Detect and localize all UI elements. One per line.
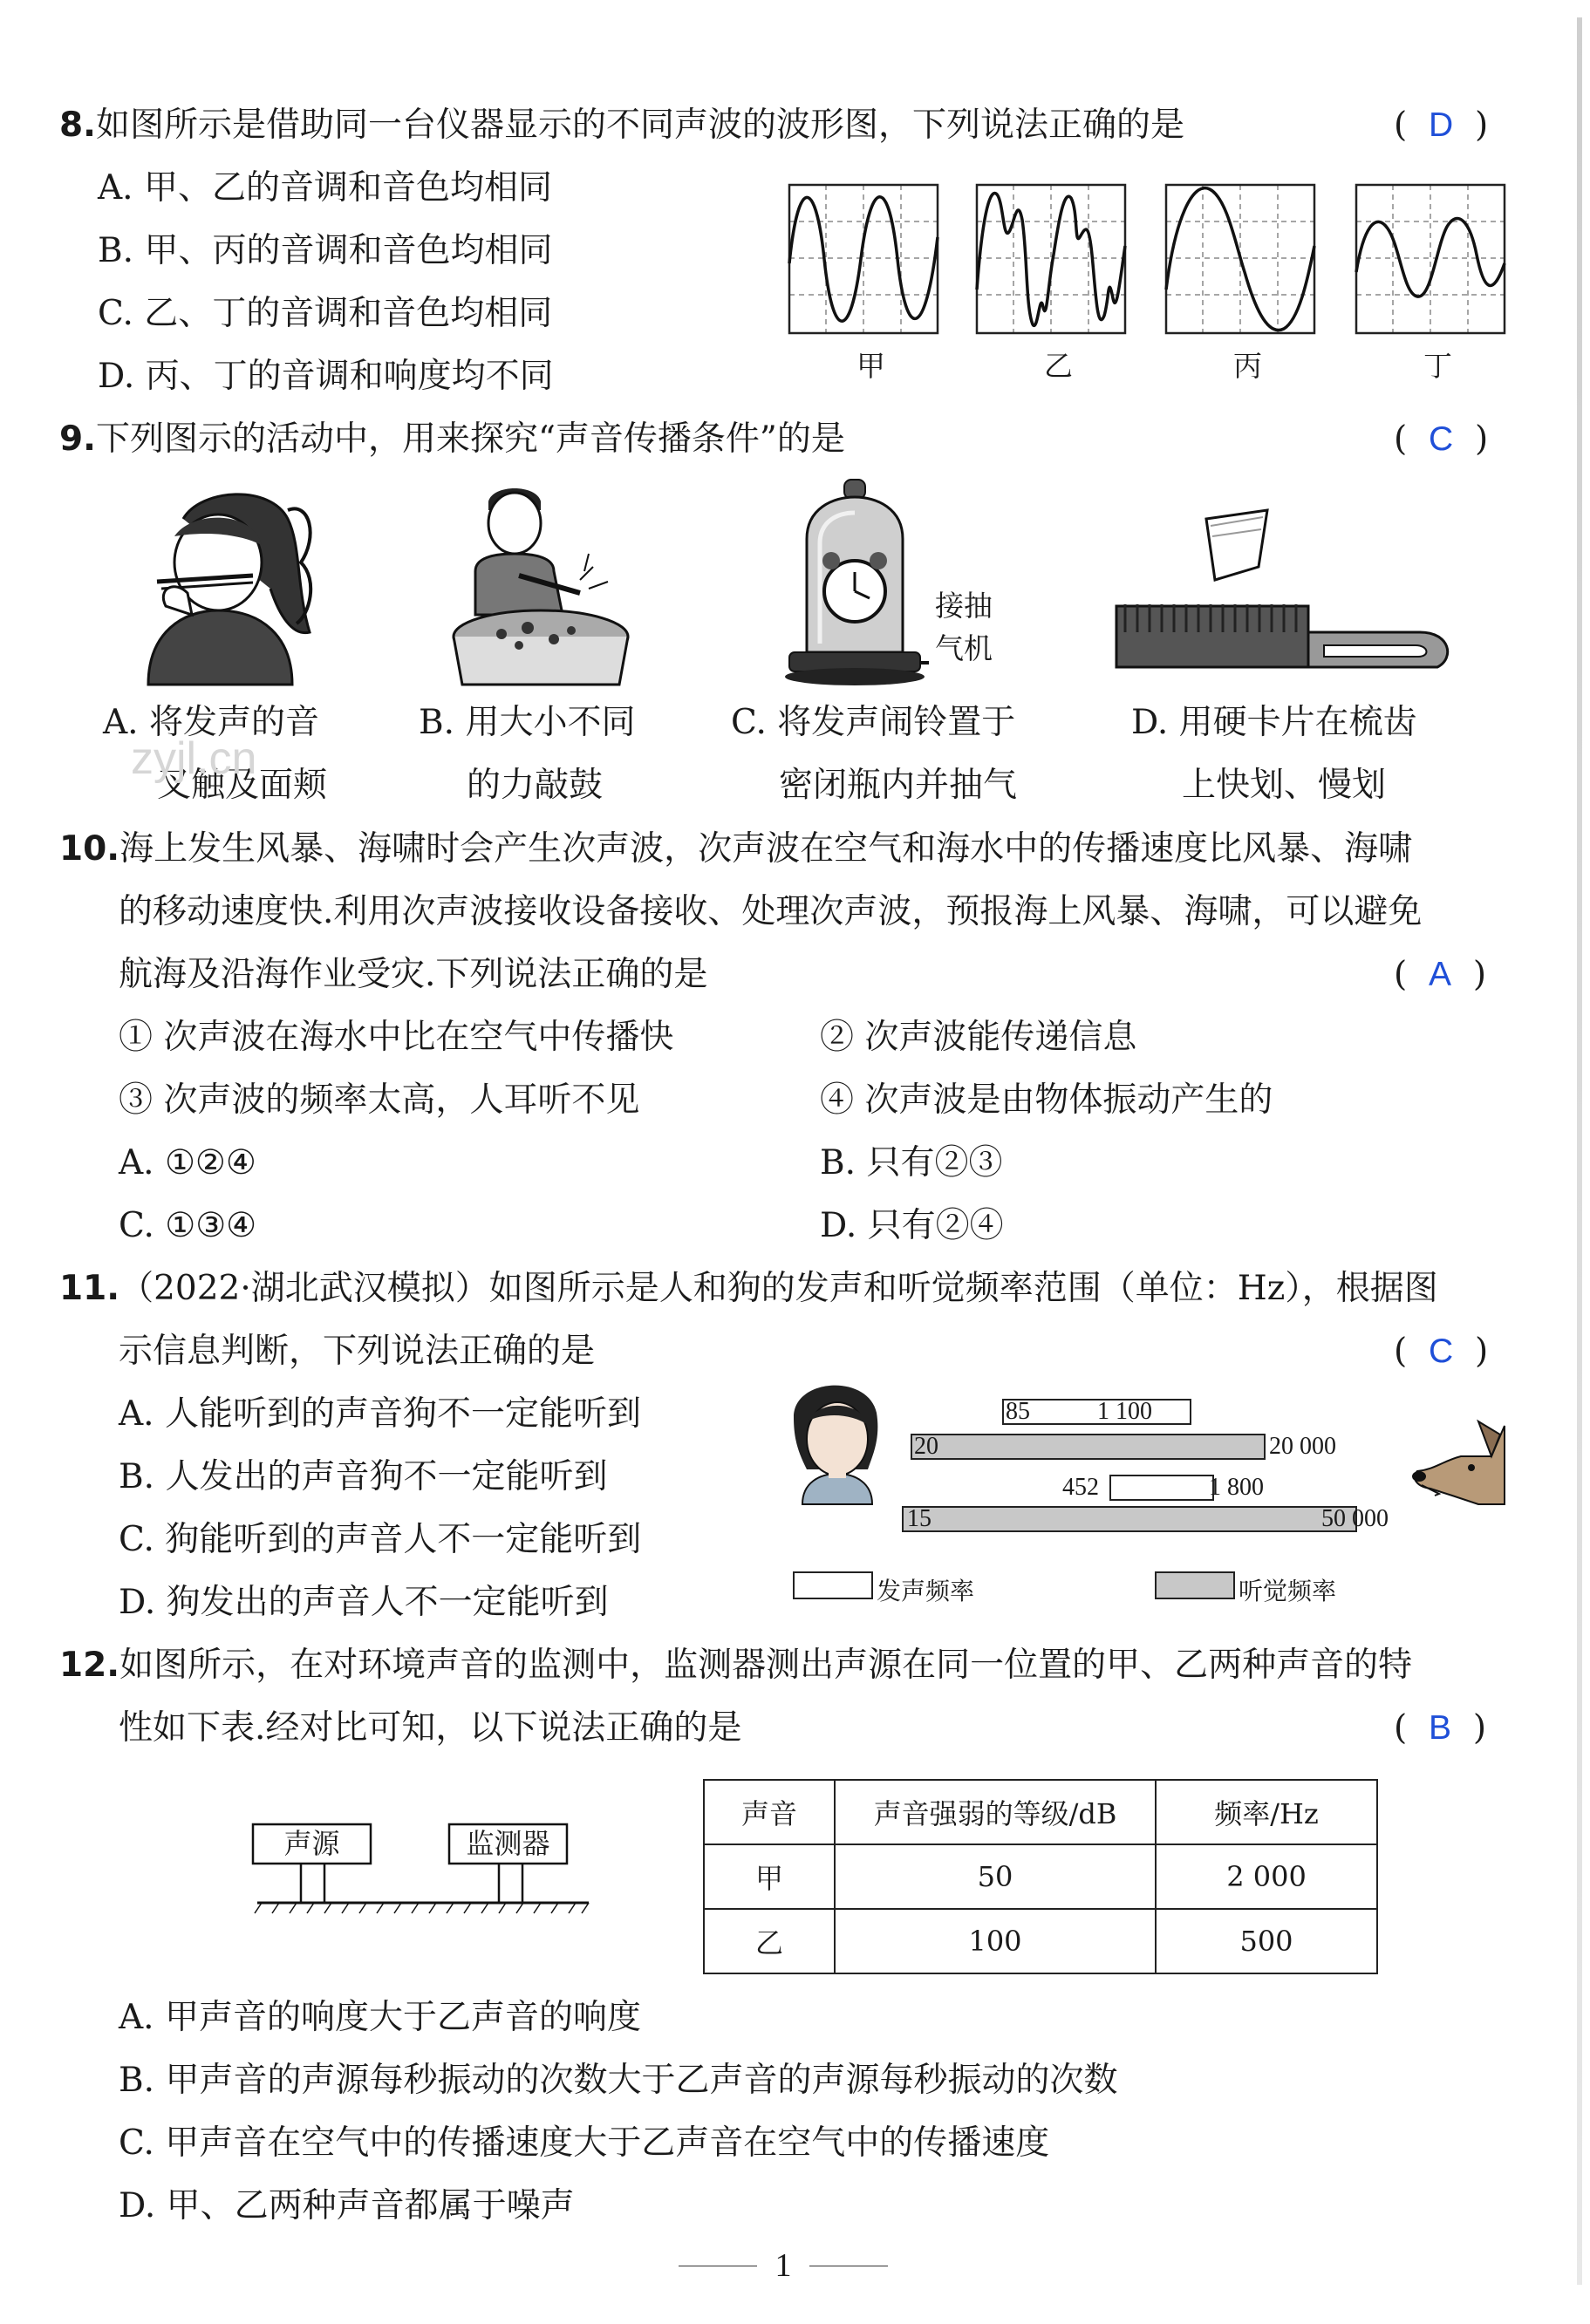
q11-option-a: A. 人能听到的声音狗不一定能听到 bbox=[119, 1394, 641, 1434]
dog-hearing-high: 50 000 bbox=[1321, 1505, 1389, 1532]
q9-answer: ( C ) bbox=[1394, 419, 1489, 459]
q11-answer: ( C ) bbox=[1394, 1332, 1489, 1371]
source-label: 声源 bbox=[283, 1827, 340, 1860]
dog-hearing-low: 15 bbox=[907, 1505, 931, 1532]
table-cell: 100 bbox=[835, 1909, 1156, 1973]
q8-stem bbox=[59, 105, 1184, 147]
table-header-row bbox=[704, 1780, 1377, 1844]
table-header-cell: 声音强弱的等级/dB bbox=[835, 1780, 1156, 1844]
table-row bbox=[704, 1844, 1377, 1909]
q9-picture-d bbox=[1115, 510, 1464, 685]
wave-label-ding: 丁 bbox=[1423, 349, 1452, 383]
q8-number: 8. bbox=[59, 106, 96, 145]
q11-number: 11. bbox=[59, 1269, 120, 1308]
monitor-label: 监测器 bbox=[466, 1827, 550, 1860]
q12-option-c: C. 甲声音在空气中的传播速度大于乙声音在空气中的传播速度 bbox=[119, 2123, 1050, 2163]
q8-option-b: B. 甲、丙的音调和音色均相同 bbox=[98, 231, 553, 270]
legend-hearing-label: 听觉频率 bbox=[1239, 1578, 1337, 1605]
page-number: 1 bbox=[757, 2246, 809, 2285]
q9-picture-a bbox=[122, 484, 323, 685]
q11-option-c: C. 狗能听到的声音人不一定能听到 bbox=[119, 1520, 642, 1559]
q10-statement-1: ① 次声波在海水中比在空气中传播快 bbox=[119, 1018, 674, 1057]
q10-text-1: 海上发生风暴、海啸时会产生次声波，次声波在空气和海水中的传播速度比风暴、海啸 bbox=[119, 829, 1413, 869]
q12-number: 12. bbox=[59, 1646, 120, 1685]
dog-voice-high: 1 800 bbox=[1209, 1474, 1264, 1501]
q12-table bbox=[703, 1779, 1378, 1974]
q12-line-1 bbox=[59, 1645, 1412, 1687]
q9-pump-label-1: 接抽 bbox=[935, 589, 993, 623]
human-hearing-low: 20 bbox=[914, 1433, 938, 1460]
human-hearing-high: 20 000 bbox=[1269, 1433, 1336, 1460]
q12-option-b: B. 甲声音的声源每秒振动的次数大于乙声音的声源每秒振动的次数 bbox=[119, 2061, 1118, 2100]
q9-caption-b-2: 的力敲鼓 bbox=[467, 766, 604, 805]
q9-caption-d-1: D. 用硬卡片在梳齿 bbox=[1131, 703, 1417, 742]
q10-line-1 bbox=[59, 828, 1412, 870]
q9-caption-c-1: C. 将发声闹铃置于 bbox=[731, 703, 1016, 742]
q9-stem-text: 下列图示的活动中，用来探究“声音传播条件”的是 bbox=[95, 419, 845, 459]
table-cell: 乙 bbox=[704, 1909, 835, 1973]
wave-yi bbox=[977, 194, 1125, 326]
q10-option-c: C. ①③④ bbox=[119, 1206, 257, 1245]
q12-answer: ( B ) bbox=[1394, 1708, 1487, 1748]
human-face-icon bbox=[794, 1386, 877, 1504]
q9-number: 9. bbox=[59, 419, 96, 459]
dog-head-icon bbox=[1412, 1421, 1505, 1504]
q12-option-a: A. 甲声音的响度大于乙声音的响度 bbox=[119, 1998, 641, 2037]
watermark: zyjl.cn bbox=[131, 733, 257, 784]
q9-caption-c-2: 密闭瓶内并抽气 bbox=[779, 766, 1018, 805]
dog-voice-low: 452 bbox=[1062, 1474, 1099, 1501]
q10-statement-4: ④ 次声波是由物体振动产生的 bbox=[820, 1080, 1273, 1120]
table-cell: 50 bbox=[835, 1844, 1156, 1909]
human-voice-low: 85 bbox=[1006, 1398, 1030, 1425]
q10-line-3: 航海及沿海作业受灾.下列说法正确的是 bbox=[119, 955, 708, 994]
legend-voice-swatch bbox=[794, 1572, 872, 1598]
q9-caption-b-1: B. 用大小不同 bbox=[419, 703, 636, 742]
q8-answer: ( D ) bbox=[1394, 106, 1489, 145]
q10-number: 10. bbox=[59, 829, 120, 869]
table-cell: 2 000 bbox=[1156, 1844, 1377, 1909]
q12-answer-value: B bbox=[1429, 1709, 1452, 1747]
human-voice-high: 1 100 bbox=[1097, 1398, 1152, 1425]
q11-line-1 bbox=[59, 1268, 1438, 1310]
wave-label-yi: 乙 bbox=[1044, 349, 1073, 383]
q12-text-1: 如图所示，在对环境声音的监测中，监测器测出声源在同一位置的甲、乙两种声音的特 bbox=[119, 1646, 1413, 1685]
q12-line-2: 性如下表.经对比可知，以下说法正确的是 bbox=[119, 1708, 742, 1748]
wave-grid-jia bbox=[789, 185, 938, 333]
q10-answer: ( A ) bbox=[1394, 955, 1487, 994]
wave-label-jia: 甲 bbox=[856, 349, 885, 383]
wave-label-bing: 丙 bbox=[1233, 349, 1262, 383]
dog-voice-bar bbox=[1110, 1476, 1213, 1500]
q8-option-c: C. 乙、丁的音调和音色均相同 bbox=[98, 294, 553, 333]
q11-option-d: D. 狗发出的声音人不一定能听到 bbox=[119, 1583, 609, 1622]
human-hearing-bar bbox=[911, 1435, 1265, 1459]
q9-picture-b bbox=[440, 484, 628, 685]
q8-option-d: D. 丙、丁的音调和响度均不同 bbox=[98, 357, 554, 396]
q10-line-2: 的移动速度快.利用次声波接收设备接收、处理次声波，预报海上风暴、海啸，可以避免 bbox=[119, 892, 1423, 931]
q12-option-d: D. 甲、乙两种声音都属于噪声 bbox=[119, 2186, 575, 2225]
q11-text-1: （2022·湖北武汉模拟）如图所示是人和狗的发声和听觉频率范围（单位：Hz），根据图 bbox=[119, 1269, 1438, 1308]
wave-bing bbox=[1166, 188, 1314, 331]
q9-caption-a-1: A. 将发声的音 bbox=[103, 703, 319, 742]
q10-option-d: D. 只有②④ bbox=[820, 1206, 1004, 1245]
table-header-cell: 频率/Hz bbox=[1156, 1780, 1377, 1844]
q10-statement-3: ③ 次声波的频率太高，人耳听不见 bbox=[119, 1080, 640, 1120]
q10-option-a: A. ①②④ bbox=[119, 1143, 256, 1182]
table-row bbox=[704, 1909, 1377, 1973]
q10-answer-value: A bbox=[1429, 956, 1452, 993]
page-edge-shadow bbox=[1577, 17, 1582, 2285]
table-cell: 500 bbox=[1156, 1909, 1377, 1973]
table-header-cell: 声音 bbox=[704, 1780, 835, 1844]
q9-answer-value: C bbox=[1429, 420, 1454, 458]
q9-stem bbox=[59, 419, 845, 460]
q11-answer-value: C bbox=[1429, 1332, 1454, 1370]
table-cell: 甲 bbox=[704, 1844, 835, 1909]
q9-caption-a-2: 叉触及面颊 bbox=[157, 766, 328, 805]
dog-hearing-bar bbox=[903, 1507, 1356, 1531]
q11-option-b: B. 人发出的声音狗不一定能听到 bbox=[119, 1457, 608, 1496]
legend-hearing-swatch bbox=[1156, 1572, 1234, 1598]
q11-line-2: 示信息判断，下列说法正确的是 bbox=[119, 1332, 596, 1371]
q9-picture-c bbox=[781, 478, 929, 687]
legend-voice-label: 发声频率 bbox=[877, 1578, 975, 1605]
q8-option-a: A. 甲、乙的音调和音色均相同 bbox=[98, 168, 552, 208]
q8-answer-value: D bbox=[1429, 106, 1454, 144]
q10-statement-2: ② 次声波能传递信息 bbox=[820, 1018, 1137, 1057]
q10-option-b: B. 只有②③ bbox=[820, 1143, 1003, 1182]
q9-pump-label-2: 气机 bbox=[935, 631, 993, 665]
q8-waveforms bbox=[789, 185, 1557, 351]
q8-stem-text: 如图所示是借助同一台仪器显示的不同声波的波形图，下列说法正确的是 bbox=[95, 106, 1184, 145]
q9-caption-d-2: 上快划、慢划 bbox=[1182, 766, 1387, 805]
